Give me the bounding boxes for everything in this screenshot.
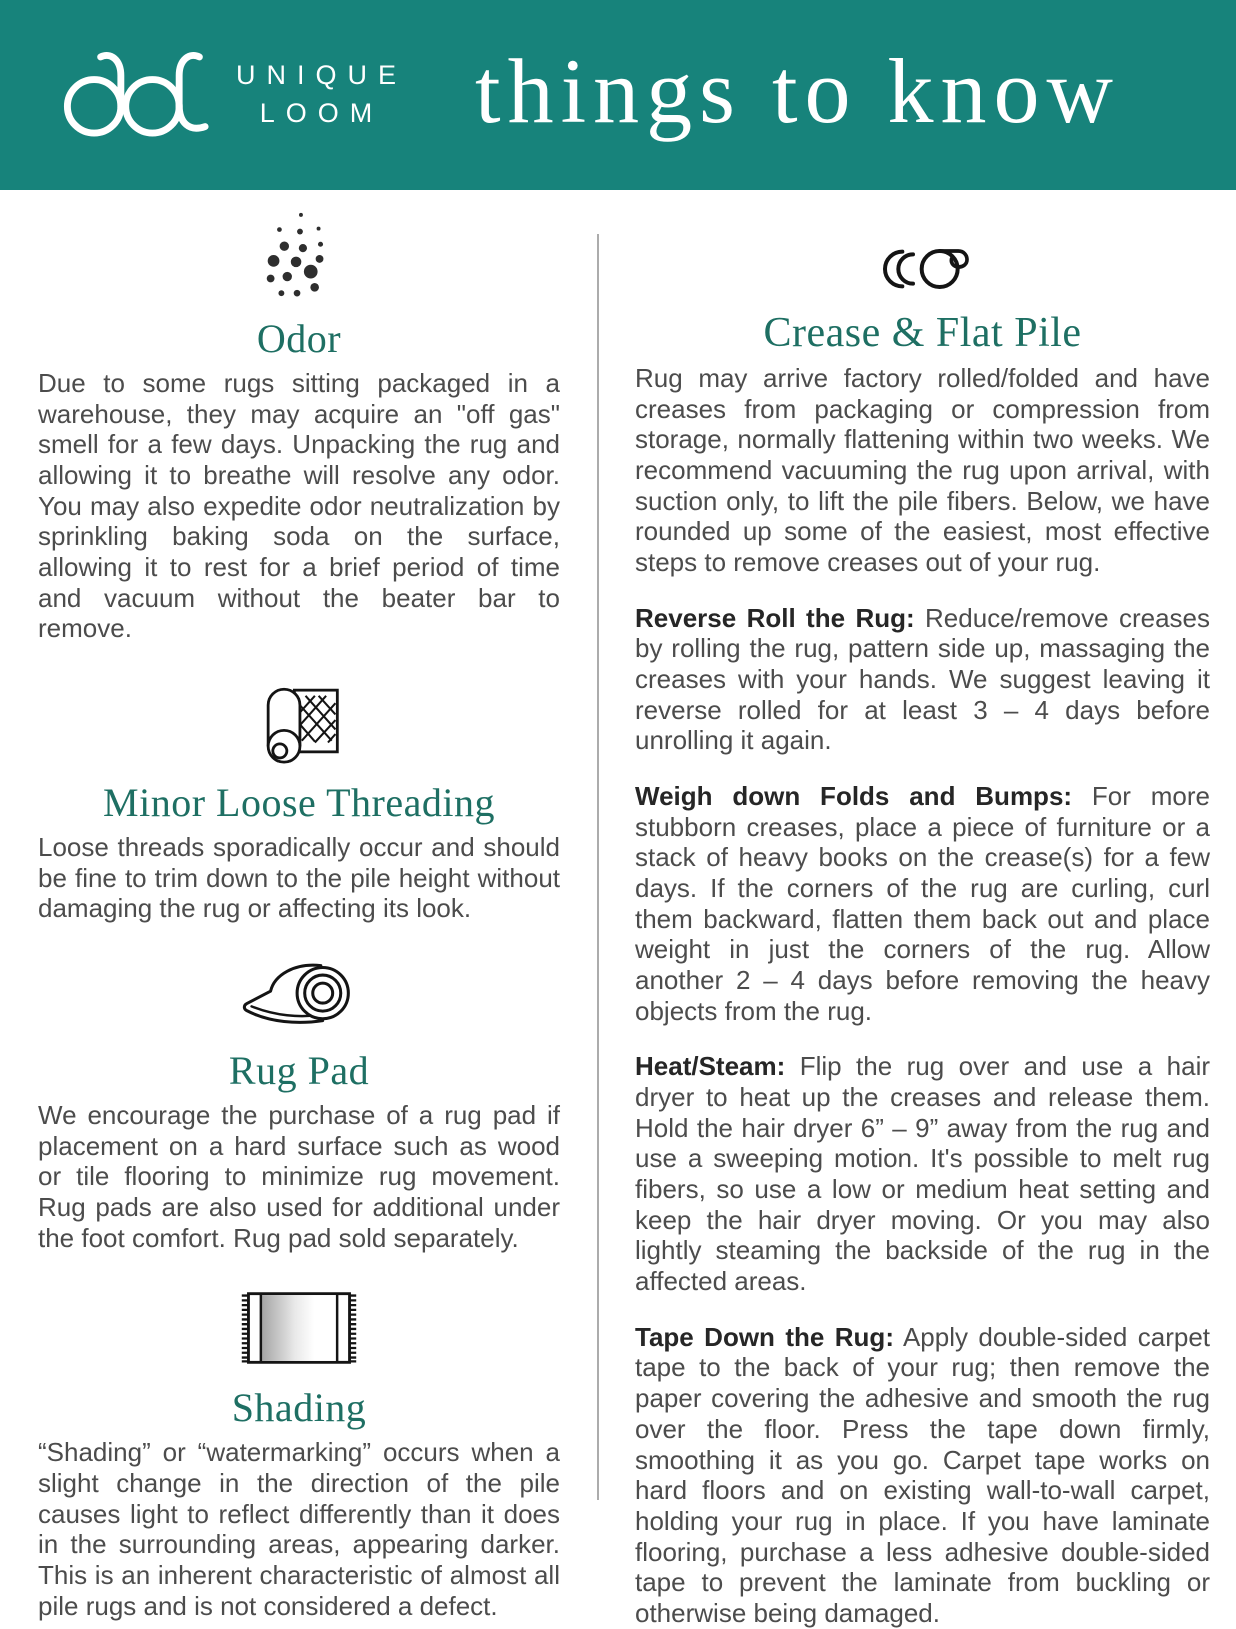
section-body-rug-pad: We encourage the purchase of a rug pad if placement on a hard surface such as wood or tile flooring to minimize rug movement. Rug pads are also used for additional under the foot comfort. Rug pad sold separately. [38,1100,560,1253]
section-shading [38,1287,560,1621]
section-loose-threading [38,678,560,924]
step-label-weigh-down: Weigh down Folds and Bumps: [635,781,1073,812]
rug-pad-roll-icon [38,958,560,1032]
step-text-weigh-down: For more stubborn creases, place a piece of furniture or a stack of heavy books on the crease(s) for a few days. If the corners of the rug are curling, curl them backward, flatten them back out and place weight in just the corners of the rug. Allow another 2 – 4 days before removing the heavy objects from the rug. [635,781,1210,1026]
section-heading-rug-pad: Rug Pad [228,1048,370,1094]
step-label-heat-steam: Heat/Steam: [635,1051,786,1082]
step-text-tape-down: Apply double-sided carpet tape to the back of your rug; then remove the paper covering the adhesive and smooth the rug over the floor. Press the tape down firmly, smoothing it as you go. Carpet tape works on hard floors and on existing wall-to-wall carpet, holding your rug in place. If you have laminate flooring, purchase a less adhesive double-sided tape to prevent the laminate from buckling or otherwise being damaged. [635,1321,1210,1628]
section-heading-loose-threading: Minor Loose Threading [103,780,495,826]
step-tape-down [635,1322,1210,1629]
content [0,190,1236,1628]
section-heading-crease: Crease & Flat Pile [763,310,1082,356]
section-odor [38,210,560,644]
section-body-shading: “Shading” or “watermarking” occurs when a slight change in the direction of the pile causes light to reflect differently than it does in the surrounding areas, appearing darker. This is an inherent characteristic of almost all pile rugs and is not considered a defect. [38,1437,560,1621]
section-rug-pad [38,958,560,1253]
step-reverse-roll [635,603,1210,756]
odor-dots-icon [38,210,560,300]
left-column [38,210,560,1621]
step-label-tape-down: Tape Down the Rug: [635,1321,894,1352]
brand-name [236,57,407,133]
shaded-rug-icon [38,1287,560,1369]
page-title: things to know [475,40,1120,142]
section-body-odor: Due to some rugs sitting packaged in a warehouse, they may acquire an "off gas" smell for a few days. Unpacking the rug and allowing it to breathe will resolve any odor. You may also expedite odor neutralization by sprinkling baking soda on the surface, allowing it to rest for a brief period of time and vacuum without the beater bar to remove. [38,368,560,644]
rolled-rug-end-icon [635,244,1210,294]
section-crease-flat-pile [635,244,1210,1629]
column-divider [597,234,599,1500]
step-label-reverse-roll: Reverse Roll the Rug: [635,602,915,633]
step-weigh-down [635,781,1210,1026]
brand-line1: UNIQUE [236,60,408,91]
step-text-reverse-roll: Reduce/remove creases by rolling the rug, pattern side up, massaging the creases with your hands. We suggest leaving it reverse rolled for at least 3 – 4 days before unrolling it again. [635,602,1210,756]
step-heat-steam [635,1051,1210,1296]
right-column [635,210,1211,1628]
step-text-heat-steam: Flip the rug over and use a hair dryer to heat up the creases and release them. Hold the hair dryer 6” – 9” away from the rug and use a sweeping motion. It's possible to melt rug fibers, so use a low or medium heat setting and keep the hair dryer moving. Or you may also lightly steaming the backside of the rug in the affected areas. [635,1051,1211,1297]
unrolling-rug-icon [38,678,560,764]
section-heading-odor: Odor [256,316,342,361]
brand [52,46,407,144]
unique-loom-logo-icon [52,46,214,144]
header-band [0,0,1236,190]
brand-line2: LOOM [259,98,384,128]
crease-intro-paragraph: Rug may arrive factory rolled/folded and have creases from packaging or compression from storage, normally flattening within two weeks. We recommend vacuuming the rug upon arrival, with suction only, to lift the pile fibers. Below, we have rounded up some of the easiest, most effective steps to remove creases out of your rug. [635,363,1210,578]
section-heading-shading: Shading [231,1385,367,1431]
section-body-loose-threading: Loose threads sporadically occur and should be fine to trim down to the pile height without damaging the rug or affecting its look. [38,832,560,924]
